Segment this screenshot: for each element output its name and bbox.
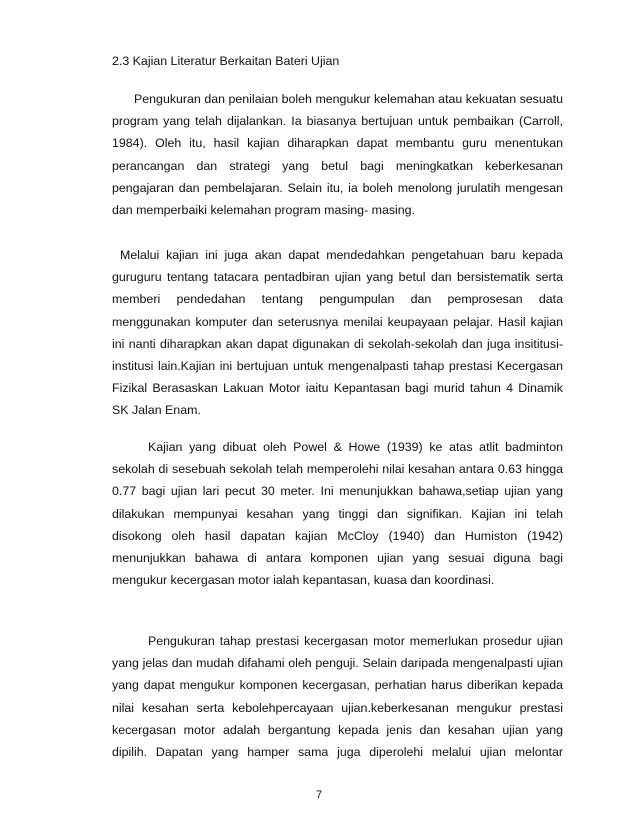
paragraph-2: Melalui kajian ini juga akan dapat mendedahkan pengetahuan baru kepada guruguru tentang tatacara pentadbiran ujian yang betul dan bersistematik serta memberi pendedahan tentang pengumpulan dan pemprosesan data menggunakan komputer dan seterusnya menilai keupayaan pelajar. Hasil kajian ini nanti diharapkan akan dapat digunakan di sekolah-sekolah dan juga insititusi-institusi lain.Kajian ini bertujuan untuk mengenalpasti tahap prestasi Kecergasan Fizikal Berasaskan Lakuan Motor iaitu Kepantasan bagi murid tahun 4 Dinamik SK Jalan Enam. bbox=[112, 248, 563, 418]
paragraph-4: Pengukuran tahap prestasi kecergasan motor memerlukan prosedur ujian yang jelas dan mudah difahami oleh penguji. Selain daripada mengenalpasti ujian yang dapat mengukur komponen kecergasan, perhatian harus diberikan kepada nilai kesahan serta kebolehpercayaan ujian.keberkesanan mengukur prestasi kecergasan motor adalah bergantung kepada jenis dan kesahan ujian yang dipilih. Dapatan yang hamper sama juga diperolehi melalui ujian melontar bbox=[112, 634, 563, 760]
paragraph-3: Kajian yang dibuat oleh Powel & Howe (1939) ke atas atlit badminton sekolah di sesebuah sekolah telah memperolehi nilai kesahan antara 0.63 hingga 0.77 bagi ujian lari pecut 30 meter. Ini menunjukkan bahawa,setiap ujian yang dilakukan mempunyai kesahan yang tinggi dan signifikan. Kajian ini telah disokong oleh hasil dapatan kajian McCloy (1940) dan Humiston (1942) menunjukkan bahawa di antara komponen ujian yang sesuai diguna bagi mengukur kecergasan motor ialah kepantasan, kuasa dan koordinasi. bbox=[112, 440, 563, 588]
section-heading: 2.3 Kajian Literatur Berkaitan Bateri Ujian bbox=[112, 54, 340, 68]
paragraph-1: Pengukuran dan penilaian boleh mengukur kelemahan atau kekuatan sesuatu program yang telah dijalankan. Ia biasanya bertujuan untuk pembaikan (Carroll, 1984). Oleh itu, hasil kajian diharapkan dapat membantu guru menentukan perancangan dan strategi yang betul bagi meningkatkan keberkesanan pengajaran dan pembelajaran. Selain itu, ia boleh menolong jurulatih mengesan dan memperbaiki kelemahan program masing- masing. bbox=[112, 92, 563, 218]
page-number: 7 bbox=[315, 789, 323, 801]
